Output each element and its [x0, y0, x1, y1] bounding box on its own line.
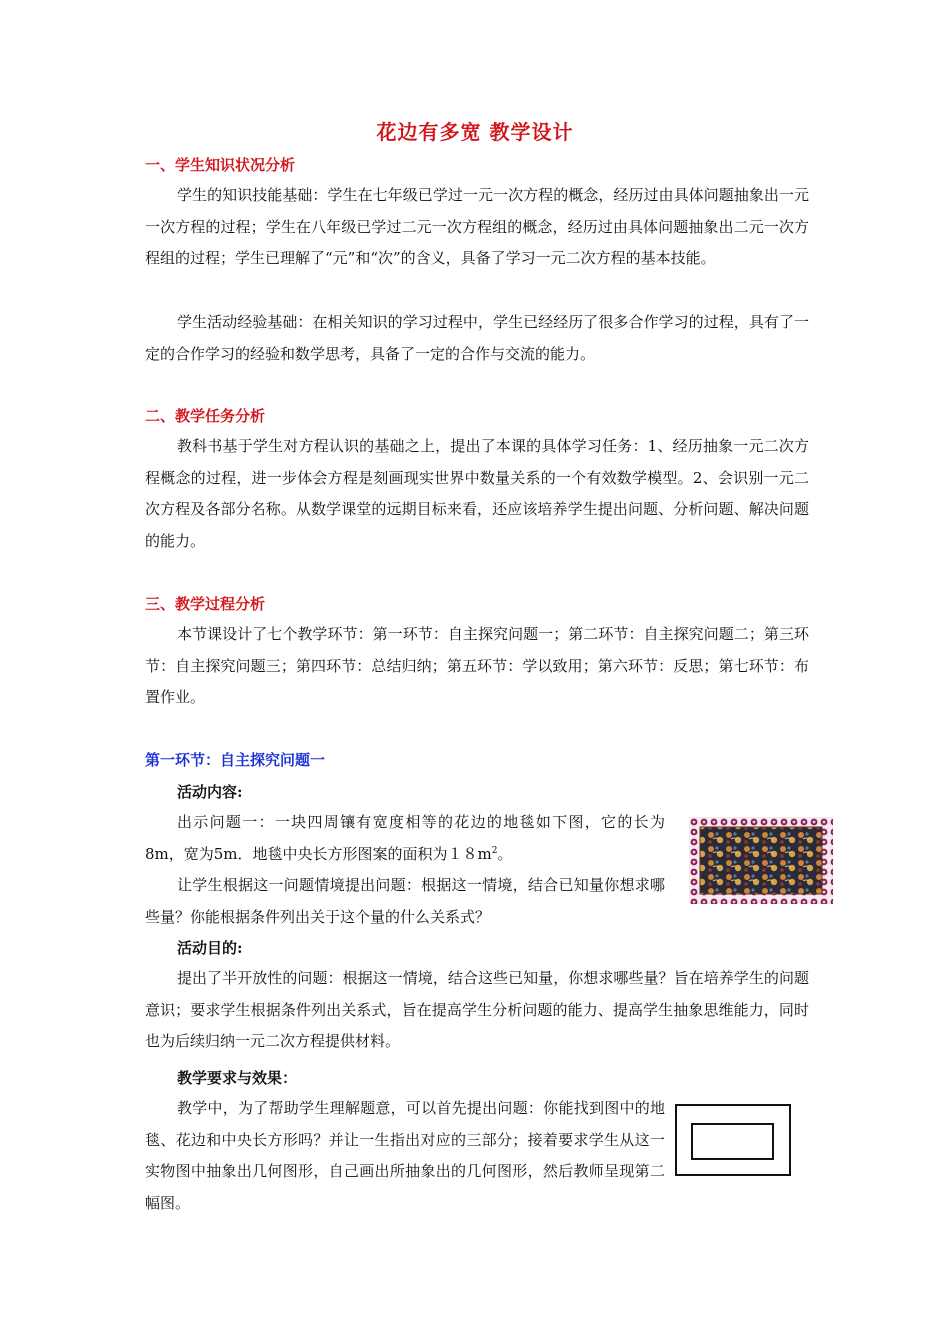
step-1-heading: 第一环节：自主探究问题一 [145, 751, 326, 769]
teaching-requirements-paragraph: 教学中，为了帮助学生理解题意，可以首先提出问题：你能找到图中的地毯、花边和中央长方形吗？并让一生指出对应的三部分；接着要求学生从这一实物图中抽象出几何图形，自己画出所抽象出的几何图形，然后教师呈现第二幅图。 [145, 1099, 665, 1212]
section-2-paragraph: 教科书基于学生对方程认识的基础之上，提出了本课的具体学习任务：1、经历抽象一元二次方程概念的过程，进一步体会方程是刻画现实世界中数量关系的一个有效数学模型。2、会识别一元二次方程及各部分名称。从数学课堂的远期目标来看，还应该培养学生提出问题、分析问题、解决问题的能力。 [145, 437, 809, 550]
document-title: 花边有多宽 教学设计 [376, 120, 574, 144]
section-1-heading: 一、学生知识状况分析 [145, 156, 296, 174]
carpet-image [689, 817, 833, 904]
section-3-paragraph: 本节课设计了七个教学环节：第一环节：自主探究问题一；第二环节：自主探究问题二；第三环节：自主探究问题三；第四环节：总结归纳；第五环节：学以致用；第六环节：反思；第七环节：布置作业。 [145, 625, 809, 706]
section-1-paragraph-1: 学生的知识技能基础：学生在七年级已学过一元一次方程的概念，经历过由具体问题抽象出一元一次方程的过程；学生在八年级已学过二元一次方程组的概念，经历过由具体问题抽象出二元一次方程组的过程；学生已理解了“元”和“次”的含义，具备了学习一元二次方程的基本技能。 [145, 186, 809, 267]
section-1-paragraph-2: 学生活动经验基础：在相关知识的学习过程中，学生已经经历了很多合作学习的过程，具有了一定的合作学习的经验和数学思考，具备了一定的合作与交流的能力。 [145, 313, 809, 363]
nested-rectangles-diagram [675, 1104, 791, 1176]
activity-content-paragraph-2: 让学生根据这一问题情境提出问题：根据这一情境，结合已知量你想求哪些量？你能根据条件列出关于这个量的什么关系式？ [145, 876, 665, 926]
activity-content-paragraph-1: 出示问题一：一块四周镶有宽度相等的花边的地毯如下图，它的长为8m，宽为5m．地毯中央长方形图案的面积为$18m^2$。 [145, 813, 665, 863]
teaching-requirements-label: 教学要求与效果： [177, 1069, 298, 1087]
activity-content-label: 活动内容: [177, 783, 243, 801]
section-2-heading: 二、教学任务分析 [145, 407, 266, 425]
activity-purpose-paragraph: 提出了半开放性的问题：根据这一情境，结合这些已知量，你想求哪些量？旨在培养学生的问题意识；要求学生根据条件列出关系式，旨在提高学生分析问题的能力、提高学生抽象思维能力，同时也为后续归纳一元二次方程提供材料。 [145, 969, 809, 1050]
activity-purpose-label: 活动目的: [177, 939, 243, 957]
section-3-heading: 三、教学过程分析 [145, 595, 266, 613]
